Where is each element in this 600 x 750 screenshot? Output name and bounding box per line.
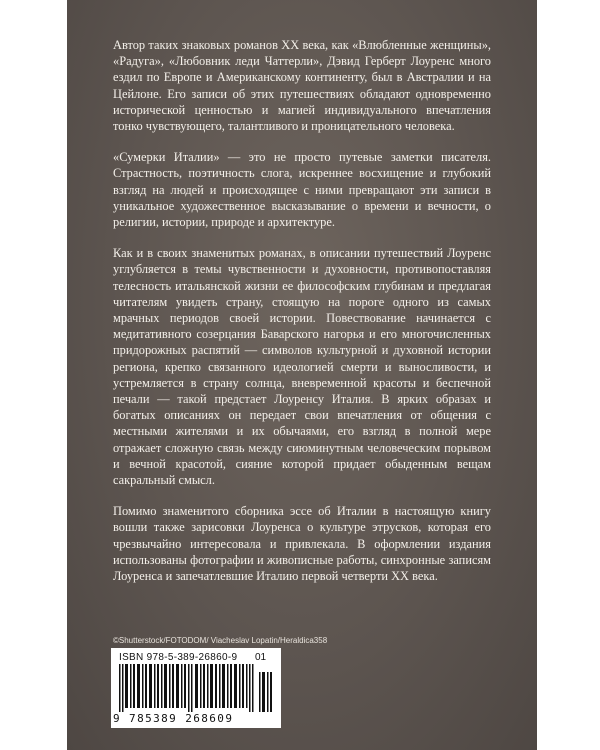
isbn-label: ISBN 978-5-389-26860-9 [119,652,238,663]
description-paragraph-4: Помимо знаменитого сборника эссе об Италии в настоящую книгу вошли также зарисовки Лоуренса о культуре этрусков, которая его чрезвычайно интересовала и привлекала. В оформлении издания использованы фотографии и живописные работы, синхронные записям Лоуренса и запечатлевшие Италию первой четверти XX века. [113,504,491,584]
description-paragraph-3: Как и в своих знаменитых романах, в описании путешествий Лоуренс углубляется в темы чувственности и духовности, противопоставляя телесность итальянской жизни ее философским глубинам и предлагая читателям увидеть страну, стоящую на пороге одного из самых мрачных периодов своей истории. Повествование начинается с медитативного созерцания Баварского нагорья и его многочисленных придорожных распятий — символов культурной и духовной истории региона, крепко связанного идеологией смерти и выносливости, и устремляется в страну солнца, вневременной красоты и беспечной печали — такой предстает Лоуренсу Италия. В ярких образах и богатых описаниях он передает свои впечатления от общения с местными жителями и их обычаями, его взгляд в полной мере отражает сложную связь между сиюминутным человеческим порывом и вечной красотой, сияние которой придает обыденным вещам сакральный смысл. [113,246,491,488]
barcode [111,648,281,728]
barcode-digits: 9 785389 268609 [113,712,234,725]
description-paragraph-2: «Сумерки Италии» — это не просто путевые заметки писателя. Страстность, поэтичность слога, искреннее восхищение и глубокий взгляд на людей и происходящее с ними превращают эти записи в уникальное художественное высказывание о времени и вечности, о религии, истории, природе и архитектуре. [113,150,491,230]
image-credits: ©Shutterstock/FOTODOM/ Viacheslav Lopatin/Heraldica358 [113,636,328,645]
description-paragraph-1: Автор таких знаковых романов XX века, как «Влюбленные женщины», «Радуга», «Любовник леди Чаттерли», Дэвид Герберт Лоуренс много ездил по Европе и Американскому континенту, был в Австралии и на Цейлоне. Его записи об этих путешествиях обладают одновременно исторической ценностью и магией индивидуального впечатления тонко чувствующего, талантливого и проницательного человека. [113,38,491,134]
book-back-cover [67,0,537,750]
barcode-addon: 01 [255,652,267,663]
description-text [113,37,491,599]
barcode-bars [119,664,275,712]
